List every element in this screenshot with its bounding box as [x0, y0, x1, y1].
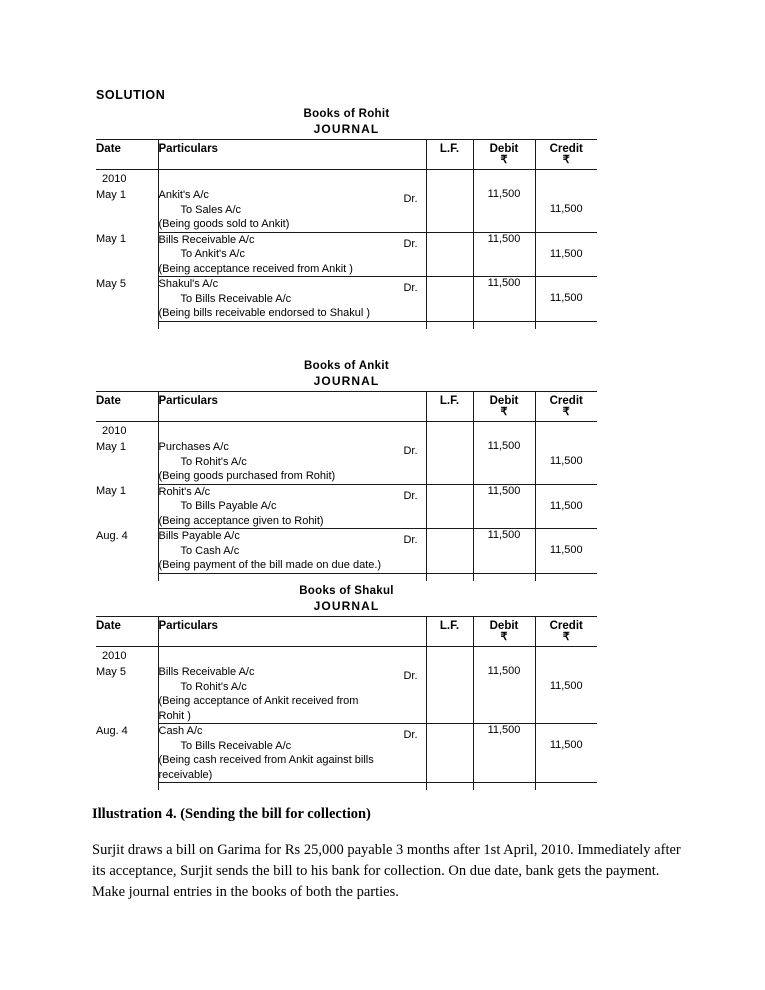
- entry-debit-amount: 11,500: [473, 277, 535, 322]
- journal-word: JOURNAL: [313, 122, 380, 136]
- year-label: 2010: [96, 170, 158, 189]
- column-header-date: Date: [96, 392, 158, 422]
- narration: (Being acceptance given to Rohit): [158, 514, 324, 527]
- column-header-debit-label: Debit: [489, 620, 519, 632]
- narration: (Being goods purchased from Rohit): [158, 470, 336, 482]
- dr-label: Dr.: [403, 534, 418, 546]
- table-row: [96, 440, 597, 484]
- table-row: [96, 277, 597, 322]
- narration: (Being payment of the bill made on due date.): [158, 559, 382, 571]
- entry-particulars: [158, 232, 426, 277]
- entry-date: Aug. 4: [96, 724, 158, 783]
- credit-account: To Bills Payable A/c: [180, 500, 277, 512]
- table-footer-row: [96, 783, 597, 791]
- debit-account: Bills Receivable A/c: [158, 233, 255, 246]
- column-header-lf: L.F.: [426, 392, 473, 422]
- solution-heading: SOLUTION: [96, 88, 166, 102]
- credit-amount-value: 11,500: [549, 292, 583, 304]
- narration: (Being bills receivable endorsed to Shakul ): [158, 307, 371, 319]
- books-title: Books of Rohit: [303, 108, 390, 120]
- rupee-symbol-debit: ₹: [500, 406, 508, 418]
- entry-lf: [426, 529, 473, 574]
- dr-label: Dr.: [403, 670, 418, 682]
- debit-account: Cash A/c: [158, 725, 203, 737]
- column-header-debit: [473, 392, 535, 422]
- dr-label: Dr.: [403, 193, 418, 205]
- column-header-date: Date: [96, 617, 158, 647]
- entry-credit-amount: [535, 440, 597, 484]
- table-row: [96, 724, 597, 783]
- column-header-debit-label: Debit: [489, 395, 519, 407]
- narration: (Being goods sold to Ankit): [158, 218, 290, 230]
- year-row: [96, 170, 597, 189]
- table-header-row: [96, 392, 597, 422]
- entry-lf: [426, 277, 473, 322]
- journal-block-shakul: [96, 585, 597, 790]
- dr-label: Dr.: [403, 445, 418, 457]
- entry-debit-amount: 11,500: [473, 529, 535, 574]
- entry-debit-amount: 11,500: [473, 232, 535, 277]
- column-header-lf: L.F.: [426, 140, 473, 170]
- column-header-lf: L.F.: [426, 617, 473, 647]
- credit-account: To Rohit's A/c: [180, 455, 247, 468]
- rupee-symbol-debit: ₹: [500, 154, 508, 166]
- rupee-symbol-credit: ₹: [562, 154, 570, 166]
- credit-account: To Bills Receivable A/c: [180, 739, 292, 752]
- credit-amount-value: 11,500: [549, 544, 583, 556]
- year-row: [96, 647, 597, 666]
- table-header-row: [96, 140, 597, 170]
- credit-amount-value: 11,500: [549, 499, 583, 512]
- table-row: [96, 188, 597, 232]
- debit-account: Bills Receivable A/c: [158, 666, 255, 678]
- table-row: [96, 665, 597, 724]
- entry-credit-amount: [535, 529, 597, 574]
- debit-account: Rohit's A/c: [158, 485, 211, 498]
- column-header-debit: [473, 617, 535, 647]
- entry-particulars: [158, 484, 426, 529]
- entry-debit-amount: 11,500: [473, 484, 535, 529]
- column-header-credit-label: Credit: [549, 143, 583, 155]
- entry-lf: [426, 232, 473, 277]
- column-header-date: Date: [96, 140, 158, 170]
- table-row: [96, 232, 597, 277]
- journal-block-ankit: [96, 360, 597, 581]
- entry-particulars: [158, 724, 426, 783]
- entry-lf: [426, 665, 473, 724]
- year-label: 2010: [96, 647, 158, 666]
- narration-continuation: Rohit ): [158, 709, 191, 722]
- entry-debit-amount: 11,500: [473, 440, 535, 484]
- column-header-particulars: Particulars: [158, 140, 426, 170]
- entry-date: May 1: [96, 232, 158, 277]
- year-row: [96, 422, 597, 441]
- illustration-body: Surjit draws a bill on Garima for Rs 25,000 payable 3 months after 1st April, 2010. Immediately after its acceptance, Surjit sends the bill to his bank for collection. On due date, bank gets the payment. Make journal entries in the books of both the parties.: [92, 842, 681, 900]
- entry-date: May 1: [96, 188, 158, 232]
- debit-account: Purchases A/c: [158, 441, 229, 453]
- entry-particulars: [158, 665, 426, 724]
- entry-particulars: [158, 529, 426, 574]
- journal-table: [96, 616, 597, 790]
- narration: (Being cash received from Ankit against bills: [158, 754, 374, 766]
- entry-credit-amount: [535, 232, 597, 277]
- table-row: [96, 484, 597, 529]
- entry-credit-amount: [535, 188, 597, 232]
- column-header-credit-label: Credit: [549, 395, 583, 407]
- credit-account: To Sales A/c: [180, 203, 242, 216]
- entry-particulars: [158, 440, 426, 484]
- credit-account: To Bills Receivable A/c: [180, 292, 292, 305]
- entry-credit-amount: [535, 724, 597, 783]
- table-header-row: [96, 617, 597, 647]
- entry-particulars: [158, 277, 426, 322]
- credit-amount-value: 11,500: [549, 203, 583, 215]
- table-row: [96, 529, 597, 574]
- journal-word: JOURNAL: [313, 374, 380, 388]
- debit-account: Bills Payable A/c: [158, 530, 240, 542]
- entry-debit-amount: 11,500: [473, 665, 535, 724]
- table-footer-row: [96, 573, 597, 581]
- entry-date: May 1: [96, 484, 158, 529]
- rupee-symbol-credit: ₹: [562, 631, 570, 643]
- entry-date: May 5: [96, 277, 158, 322]
- journal-table: [96, 391, 597, 581]
- rupee-symbol-debit: ₹: [500, 631, 508, 643]
- journal-table: [96, 139, 597, 329]
- books-title: Books of Ankit: [304, 360, 389, 372]
- entry-lf: [426, 440, 473, 484]
- narration-continuation: receivable): [158, 768, 213, 781]
- credit-amount-value: 11,500: [549, 247, 583, 260]
- column-header-particulars: Particulars: [158, 392, 426, 422]
- credit-account: To Cash A/c: [180, 544, 240, 557]
- entry-lf: [426, 484, 473, 529]
- entry-debit-amount: 11,500: [473, 724, 535, 783]
- illustration-heading: Illustration 4. (Sending the bill for collection): [92, 806, 371, 822]
- column-header-debit: [473, 140, 535, 170]
- year-label: 2010: [96, 422, 158, 441]
- column-header-credit-label: Credit: [549, 620, 583, 632]
- dr-label: Dr.: [403, 729, 418, 741]
- entry-particulars: [158, 188, 426, 232]
- entry-lf: [426, 188, 473, 232]
- entry-credit-amount: [535, 277, 597, 322]
- entry-lf: [426, 724, 473, 783]
- entry-debit-amount: 11,500: [473, 188, 535, 232]
- debit-account: Ankit's A/c: [158, 189, 209, 201]
- credit-amount-value: 11,500: [549, 739, 583, 751]
- narration: (Being acceptance of Ankit received from: [158, 695, 359, 707]
- entry-credit-amount: [535, 484, 597, 529]
- rupee-symbol-credit: ₹: [562, 406, 570, 418]
- debit-account: Shakul's A/c: [158, 278, 219, 290]
- journal-block-rohit: [96, 108, 597, 329]
- column-header-credit: [535, 617, 597, 647]
- entry-date: May 5: [96, 665, 158, 724]
- table-footer-row: [96, 321, 597, 329]
- column-header-credit: [535, 392, 597, 422]
- credit-account: To Ankit's A/c: [180, 248, 245, 260]
- journal-word: JOURNAL: [313, 599, 380, 613]
- column-header-debit-label: Debit: [489, 143, 519, 155]
- column-header-credit: [535, 140, 597, 170]
- entry-date: May 1: [96, 440, 158, 484]
- entry-credit-amount: [535, 665, 597, 724]
- credit-amount-value: 11,500: [549, 455, 583, 467]
- dr-label: Dr.: [403, 237, 418, 250]
- dr-label: Dr.: [403, 282, 418, 294]
- credit-account: To Rohit's A/c: [180, 680, 247, 693]
- narration: (Being acceptance received from Ankit ): [158, 262, 353, 275]
- column-header-particulars: Particulars: [158, 617, 426, 647]
- credit-amount-value: 11,500: [549, 680, 583, 692]
- dr-label: Dr.: [403, 489, 418, 502]
- entry-date: Aug. 4: [96, 529, 158, 574]
- books-title: Books of Shakul: [299, 585, 394, 597]
